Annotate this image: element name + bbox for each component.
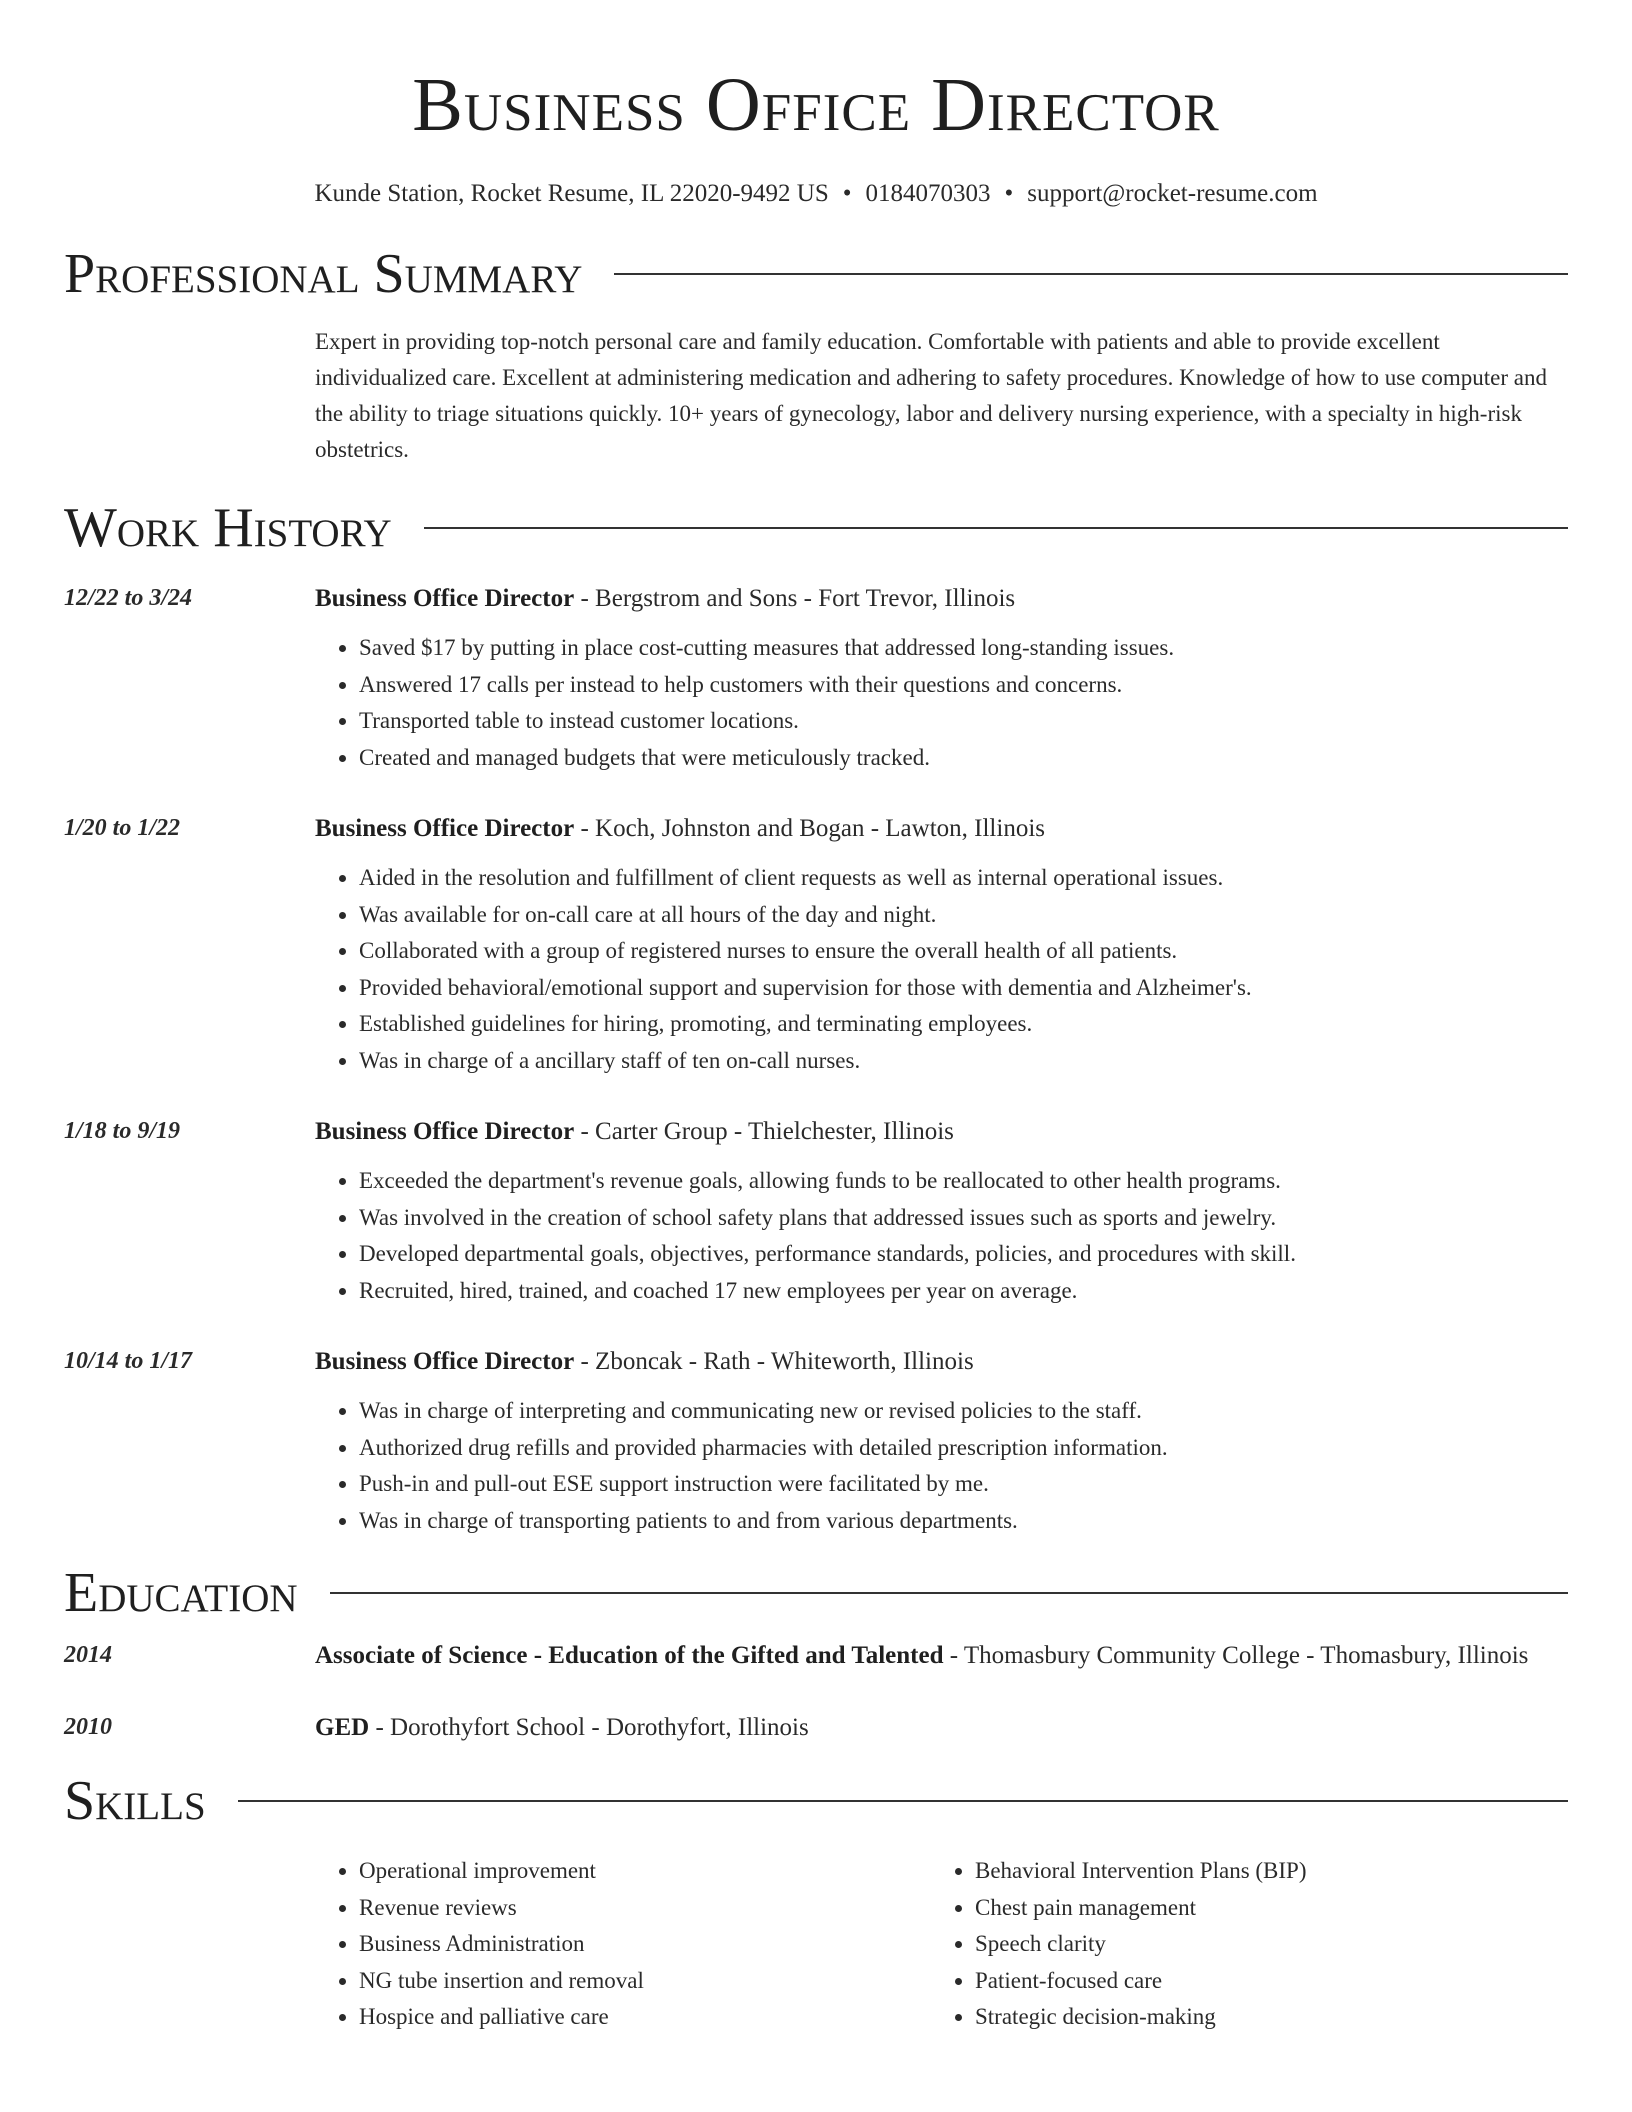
education-heading <box>315 1637 1568 1675</box>
contact-address: Kunde Station, Rocket Resume, IL 22020-9492 US <box>314 180 829 207</box>
skill-item: • Business Administration <box>359 1926 931 1963</box>
job-bullets <box>315 1163 1568 1309</box>
job-body <box>315 1343 1568 1539</box>
job-body <box>315 810 1568 1079</box>
skill-item: • Revenue reviews <box>359 1890 931 1927</box>
job-role: Business Office Director <box>315 1118 575 1145</box>
contact-line <box>64 178 1568 210</box>
education-section-title: Education <box>64 1562 298 1624</box>
job-bullet: • Established guidelines for hiring, promoting, and terminating employees. <box>359 1006 1568 1043</box>
job-heading <box>315 1343 1568 1381</box>
job-details: - Koch, Johnston and Bogan - Lawton, Illinois <box>574 815 1045 842</box>
skills-list <box>315 1853 1568 2036</box>
job-dates: 10/14 to 1/17 <box>64 1348 193 1374</box>
skill-item: • Strategic decision-making <box>975 1999 1547 2036</box>
contact-phone: 0184070303 <box>865 180 991 207</box>
work-section-header <box>64 498 1568 558</box>
job-heading <box>315 810 1568 848</box>
skill-item: • Operational improvement <box>359 1853 931 1890</box>
job-bullet: • Aided in the resolution and fulfillment of client requests as well as internal operational issues. <box>359 860 1568 897</box>
job-dates: 1/18 to 9/19 <box>64 1118 181 1144</box>
education-heading <box>315 1709 1568 1747</box>
job-body <box>315 580 1568 776</box>
education-entry <box>64 1709 1568 1747</box>
job-bullet: • Exceeded the department's revenue goals, allowing funds to be reallocated to other health programs. <box>359 1163 1568 1200</box>
skill-item: • Behavioral Intervention Plans (BIP) <box>975 1853 1547 1890</box>
job-bullets <box>315 1393 1568 1539</box>
job-bullets <box>315 630 1568 776</box>
job-details: - Carter Group - Thielchester, Illinois <box>574 1118 954 1145</box>
contact-separator: • <box>1004 180 1014 207</box>
job-bullet: • Collaborated with a group of registered nurses to ensure the overall health of all patients. <box>359 933 1568 970</box>
job-heading <box>315 1113 1568 1151</box>
job-role: Business Office Director <box>315 585 575 612</box>
summary-section-header <box>64 244 1568 304</box>
section-divider <box>238 1800 1568 1802</box>
job-heading <box>315 580 1568 618</box>
education-year: 2014 <box>64 1642 112 1668</box>
job-role: Business Office Director <box>315 1348 575 1375</box>
job-bullet: • Created and managed budgets that were meticulously tracked. <box>359 740 1568 777</box>
education-section-header <box>64 1563 1568 1623</box>
job-details: - Bergstrom and Sons - Fort Trevor, Illinois <box>574 585 1016 612</box>
contact-separator: • <box>842 180 852 207</box>
resume-title: Business Office Director <box>412 63 1220 147</box>
skill-item: • NG tube insertion and removal <box>359 1963 931 2000</box>
job-bullet: • Authorized drug refills and provided pharmacies with detailed prescription information. <box>359 1430 1568 1467</box>
skills-column-left <box>315 1853 931 2036</box>
job-dates: 1/20 to 1/22 <box>64 815 181 841</box>
education-details: - Dorothyfort School - Dorothyfort, Illinois <box>369 1714 809 1741</box>
education-year: 2010 <box>64 1714 112 1740</box>
job-entry <box>64 1113 1568 1309</box>
skills-section-header <box>64 1771 1568 1831</box>
section-divider <box>424 527 1568 529</box>
skill-item: • Patient-focused care <box>975 1963 1547 2000</box>
job-bullet: • Was available for on-call care at all hours of the day and night. <box>359 897 1568 934</box>
education-degree: Associate of Science - Education of the Gifted and Talented <box>315 1642 944 1669</box>
education-body <box>315 1709 1568 1747</box>
contact-email: support@rocket-resume.com <box>1027 180 1318 207</box>
job-bullet: • Transported table to instead customer locations. <box>359 703 1568 740</box>
education-degree: GED <box>315 1714 370 1741</box>
job-bullet: • Developed departmental goals, objectives, performance standards, policies, and procedures with skill. <box>359 1236 1568 1273</box>
education-body <box>315 1637 1568 1675</box>
work-section-title: Work History <box>64 497 392 559</box>
skill-item: • Hospice and palliative care <box>359 1999 931 2036</box>
job-bullet: • Answered 17 calls per instead to help customers with their questions and concerns. <box>359 667 1568 704</box>
job-bullets <box>315 860 1568 1079</box>
job-details: - Zboncak - Rath - Whiteworth, Illinois <box>574 1348 974 1375</box>
job-bullet: • Was involved in the creation of school safety plans that addressed issues such as sports and jewelry. <box>359 1200 1568 1237</box>
job-entry <box>64 1343 1568 1539</box>
job-bullet: • Was in charge of a ancillary staff of ten on-call nurses. <box>359 1043 1568 1080</box>
job-entry <box>64 810 1568 1079</box>
job-bullet: • Provided behavioral/emotional support and supervision for those with dementia and Alzheimer's. <box>359 970 1568 1007</box>
education-entry <box>64 1637 1568 1675</box>
job-dates: 12/22 to 3/24 <box>64 585 193 611</box>
skill-item: • Chest pain management <box>975 1890 1547 1927</box>
job-bullet: • Recruited, hired, trained, and coached 17 new employees per year on average. <box>359 1273 1568 1310</box>
summary-text: Expert in providing top-notch personal care and family education. Comfortable with patients and able to provide excellent individualized care. Excellent at administering medication and adhering to safety procedures. Knowledge of how to use computer and the ability to triage situations quickly. 10+ years of gynecology, labor and delivery nursing experience, with a specialty in high-risk obstetrics. <box>315 329 1548 462</box>
job-bullet: • Was in charge of transporting patients to and from various departments. <box>359 1503 1568 1540</box>
skill-item: • Speech clarity <box>975 1926 1547 1963</box>
skills-column-right <box>931 1853 1547 2036</box>
section-divider <box>330 1592 1568 1594</box>
job-body <box>315 1113 1568 1309</box>
job-entry <box>64 580 1568 776</box>
summary-section-title: Professional Summary <box>64 243 583 305</box>
job-bullet: • Push-in and pull-out ESE support instruction were facilitated by me. <box>359 1466 1568 1503</box>
section-divider <box>614 273 1568 275</box>
skills-section-title: Skills <box>64 1770 206 1832</box>
education-details: - Thomasbury Community College - Thomasbury, Illinois <box>943 1642 1529 1669</box>
job-role: Business Office Director <box>315 815 575 842</box>
job-bullet: • Was in charge of interpreting and communicating new or revised policies to the staff. <box>359 1393 1568 1430</box>
job-bullet: • Saved $17 by putting in place cost-cutting measures that addressed long-standing issues. <box>359 630 1568 667</box>
